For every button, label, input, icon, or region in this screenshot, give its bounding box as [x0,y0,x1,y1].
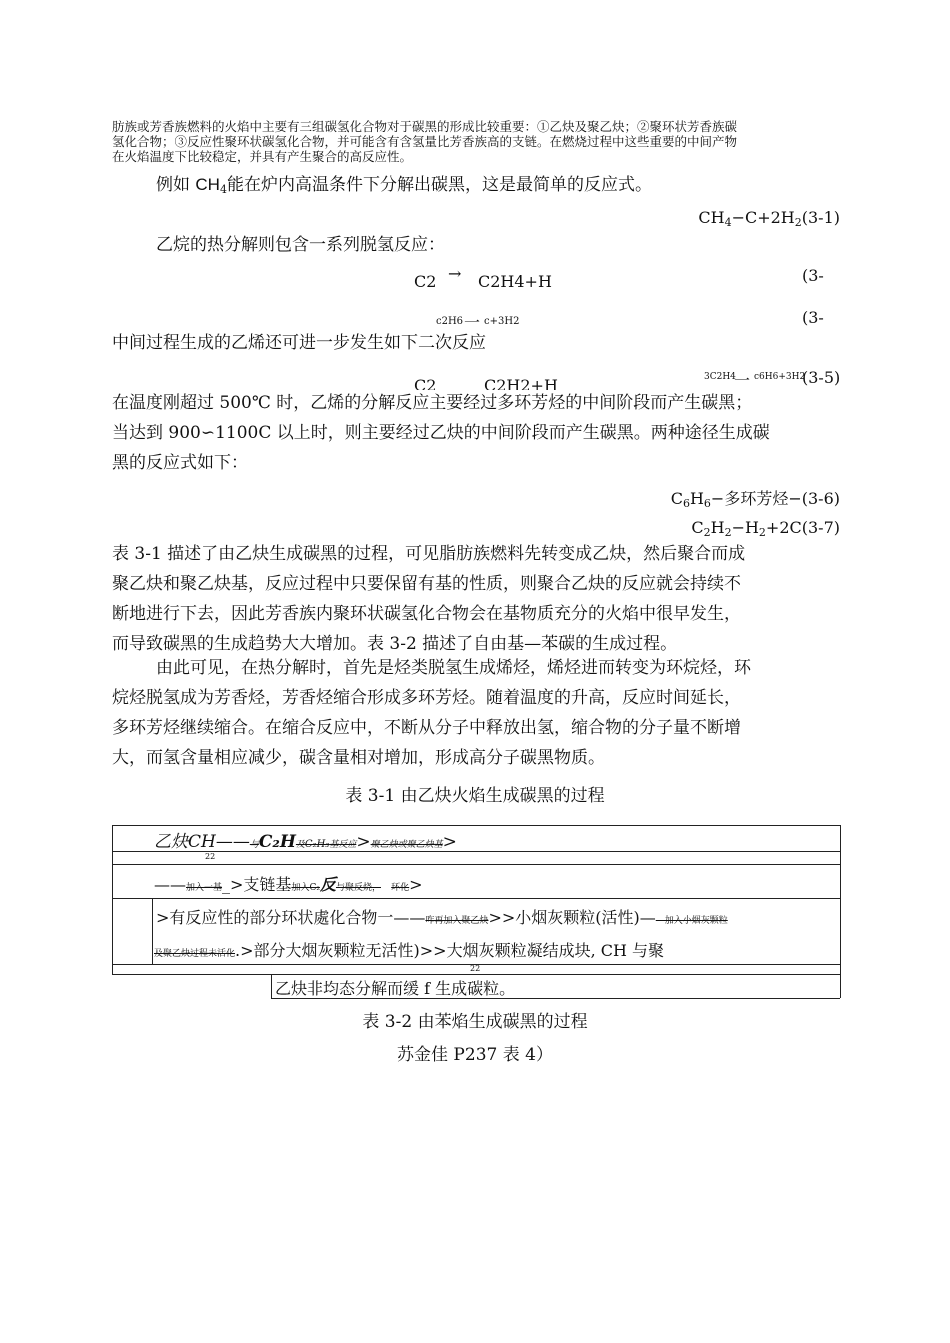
table31-desc-line-2: 聚乙炔和聚乙炔基，反应过程中只要保留有基的性质，则聚合乙炔的反应就会持续不 [112,574,741,594]
table-row-2: 22 [205,852,216,861]
table-3-2-caption: 表 3-2 由苯焰生成碳黑的过程 [362,1012,588,1032]
source-note: 苏金佳 P237 表 4） [397,1045,553,1065]
ethane-paragraph: 乙烷的热分解则包含一系列脱氢反应： [156,235,445,255]
equation-dehydro-2: c2H6 一 c+3H2 (3- [436,308,824,332]
thus-line-4: 大，而氢含量相应减少，碳含量相对增加，形成高分子碳黑物质。 [112,748,605,768]
temperature-line-3: 黑的反应式如下： [112,453,248,473]
table-row-4: >有反应性的部分环状處化合物一——咋再加入聚乙炔>>小烟灰颗粒(活性)——加入小烟灰颗粒 [156,908,728,927]
intro-line-2: 氢化合物；③反应性聚环状碳氢化合物，并可能含有含氢量比芳香族高的支链。在燃烧过程中这些重要的中间产物 [112,134,738,149]
table-3-1-caption: 表 3-1 由乙炔火焰生成碳黑的过程 [345,786,605,806]
equation-3-1: $CH_4-C+2H_2(3-1)$ [698,208,840,229]
intro-line-3: 在火焰温度下比较稳定，并具有产生聚合的高反应性。 [112,149,413,164]
table-row-5: 及聚乙炔过程未活化.>部分大烟灰颗粒无活性)>>大烟灰颗粒凝结成块, CH 与聚 [154,941,665,960]
table-row-3: ——加入一基_>支链基加入C₂反与聚反烧， 环化> [154,875,423,894]
table31-desc-line-4: 而导致碳黑的生成趋势大大增加。表 3-2 描述了自由基—苯碳的生成过程。 [112,634,678,654]
thus-line-1: 由此可见，在热分解时，首先是烃类脱氢生成烯烃，烯烃进而转变为环烷烃，环 [156,658,751,678]
thus-line-3: 多环芳烃继续缩合。在缩合反应中，不断从分子中释放出氢，缩合物的分子量不断增 [112,718,741,738]
table31-desc-line-3: 断地进行下去，因此芳香族内聚环状碳氢化合物会在基物质充分的火焰中很早发生， [112,604,741,624]
equation-3-7: $C_2H_2-H_2+2C(3-7)$ [691,518,840,539]
table-row-7: 乙炔非均态分解而缓 f 生成碳粒。 [275,979,516,998]
table-row-1: 乙炔CH——与C₂H及C₂H₃基反应>聚乙炔或聚乙炔基> [154,832,457,852]
temperature-line-2: 当达到 900∽1100C 以上时，则主要经过乙炔的中间阶段而产生碳黑。两种途径生成碳 [112,423,770,443]
ch4-paragraph: 例如 $CH_4$能在炉内高温条件下分解出碳黑，这是最简单的反应式。 [156,175,652,196]
thus-line-2: 烷烃脱氢成为芳香烃，芳香烃缩合形成多环芳烃。随着温度的升高，反应时间延长， [112,688,741,708]
secondary-reaction-paragraph: 中间过程生成的乙烯还可进一步发生如下二次反应 [112,333,486,353]
equation-3-5: C2 C2H2+H 3C2H4 一 c6H6+3H2 (3-5) [414,368,840,390]
equation-dehydro-1: C2 → C2H4+H (3- [414,266,824,288]
equation-3-6: $C_6H_6-$多环芳烃−(3-6) [670,489,840,510]
intro-line-1: 肪族或芳香族燃料的火焰中主要有三组碳氢化合物对于碳黑的形成比较重要：①乙炔及聚乙炔；②聚环状芳香族碳 [112,119,738,134]
temperature-line-1: 在温度刚超过 500℃ 时，乙烯的分解反应主要经过多环芳烃的中间阶段而产生碳黑； [112,393,753,413]
table-row-6: 22 [470,964,481,973]
table31-desc-line-1: 表 3-1 描述了由乙炔生成碳黑的过程，可见脂肪族燃料先转变成乙炔，然后聚合而成 [112,544,746,564]
